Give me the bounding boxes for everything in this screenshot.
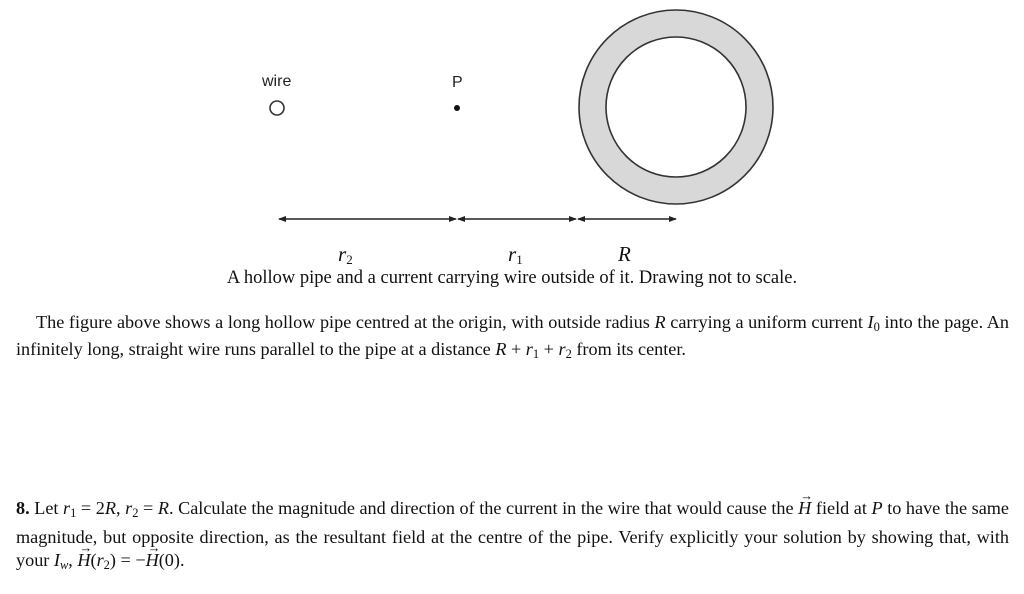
- point-p-label: P: [452, 74, 463, 91]
- question-number: 8.: [16, 498, 30, 518]
- para1-text-3: into the page. An infinitely long, straight wire runs parallel to the pipe at a distance: [16, 312, 1009, 359]
- figure: [0, 0, 1024, 270]
- r2-label: [338, 242, 353, 268]
- q-r1-sub: 1: [70, 506, 77, 520]
- para1-expr-r2-sub: 2: [565, 347, 572, 361]
- q-r2b-sub: 2: [103, 558, 110, 572]
- para1-expr-plus2: +: [539, 339, 559, 359]
- wire-label: wire: [262, 73, 292, 90]
- r1-label: [508, 242, 523, 268]
- para1-expr-plus1: +: [506, 339, 526, 359]
- q-R2: R: [157, 498, 169, 518]
- point-p-dot: [454, 105, 460, 111]
- q-text-4: to have the same magnitude, but opposite direction, as the resultant field at the centre of the pipe. Verify explicitly your solution by showing that, with your: [16, 498, 1009, 570]
- r1-label-base: r: [508, 242, 517, 266]
- q-text-2: . Calculate the magnitude and direction of the current in the wire that would cause the: [168, 498, 799, 518]
- pipe-inner: [606, 37, 746, 177]
- para1-text-4: from its center.: [571, 339, 686, 359]
- para1-expr-R: R: [495, 339, 507, 359]
- q-r2-sub: 2: [132, 506, 139, 520]
- figure-drawing: [0, 0, 1024, 270]
- wire-circle: [270, 101, 284, 115]
- q-eq1: = 2: [76, 498, 105, 518]
- q-H-vector-3: → H: [146, 549, 159, 573]
- para1-I-base: I: [867, 312, 874, 332]
- q-text-3: field at: [811, 498, 872, 518]
- q-text-1: Let: [29, 498, 64, 518]
- q-comma: ,: [115, 498, 126, 518]
- q-text-7: ) = −: [109, 550, 146, 570]
- para1-R: R: [654, 312, 666, 332]
- question-8: [16, 497, 1009, 578]
- r2-label-sub: 2: [346, 252, 353, 267]
- q-H-vector-2: → H: [77, 549, 90, 573]
- para1-text-2: carrying a uniform current: [665, 312, 868, 332]
- q-Iw-sub: w: [59, 558, 69, 572]
- para1-expr-r1-sub: 1: [532, 347, 540, 361]
- figure-caption: A hollow pipe and a current carrying wire outside of it. Drawing not to scale.: [226, 268, 798, 288]
- q-r1-base: r: [63, 498, 71, 518]
- q-r2-base: r: [125, 498, 133, 518]
- para1-I-sub: 0: [873, 320, 880, 334]
- q-H-vector-1: → H: [798, 497, 811, 521]
- para1-text-1: The figure above shows a long hollow pipe centred at the origin, with outside radius: [36, 312, 655, 332]
- para1-expr-r1-base: r: [525, 339, 533, 359]
- q-text-8: (0).: [158, 550, 185, 570]
- q-P: P: [871, 498, 883, 518]
- q-R1: R: [104, 498, 116, 518]
- q-eq2: =: [138, 498, 158, 518]
- q-text-6: (: [90, 550, 97, 570]
- q-Iw-base: I: [53, 550, 60, 570]
- R-label: R: [618, 242, 631, 266]
- q-r2b-base: r: [96, 550, 104, 570]
- r1-label-sub: 1: [516, 252, 523, 267]
- para1-expr-r2-base: r: [558, 339, 566, 359]
- description-paragraph: [16, 311, 1009, 365]
- q-text-5: ,: [68, 550, 78, 570]
- r2-label-base: r: [338, 242, 347, 266]
